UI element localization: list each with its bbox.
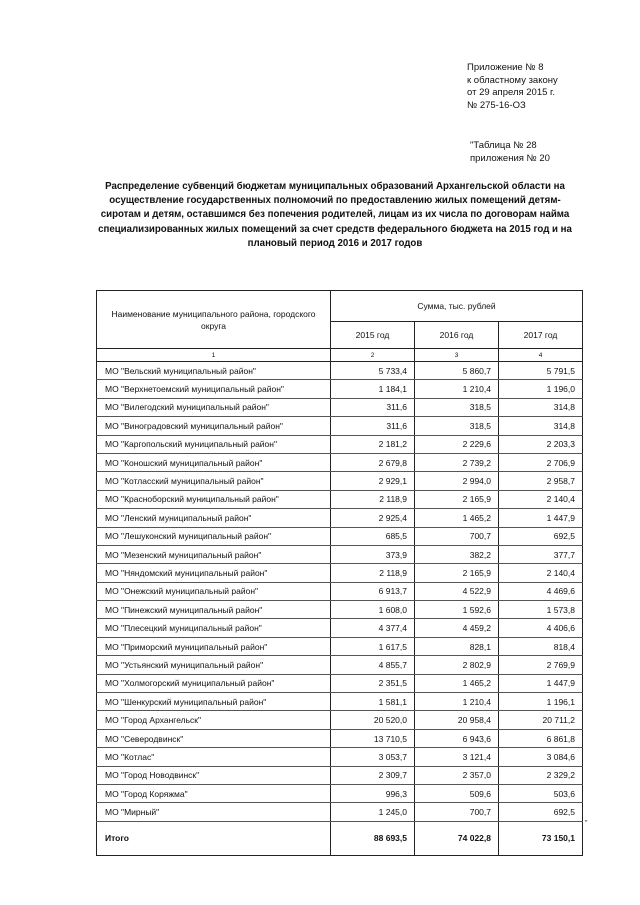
amount-cell: 1 196,1 bbox=[499, 693, 583, 711]
table-row bbox=[97, 674, 583, 692]
column-number: 3 bbox=[415, 349, 499, 362]
amount-cell: 20 711,2 bbox=[499, 711, 583, 729]
column-header-year: 2017 год bbox=[499, 322, 583, 349]
column-number: 1 bbox=[97, 349, 331, 362]
municipality-name: МО "Плесецкий муниципальный район" bbox=[97, 619, 331, 637]
amount-cell: 1 465,2 bbox=[415, 509, 499, 527]
table-row bbox=[97, 582, 583, 600]
table-row bbox=[97, 398, 583, 416]
municipality-name: МО "Мирный" bbox=[97, 803, 331, 821]
municipality-name: МО "Котлас" bbox=[97, 748, 331, 766]
table-row bbox=[97, 472, 583, 490]
table-row bbox=[97, 711, 583, 729]
amount-cell: 2 929,1 bbox=[331, 472, 415, 490]
municipality-name: МО "Город Архангельск" bbox=[97, 711, 331, 729]
amount-cell: 1 581,1 bbox=[331, 693, 415, 711]
table-row bbox=[97, 729, 583, 747]
appendix-line: № 275-16-ОЗ bbox=[467, 99, 526, 111]
amount-cell: 373,9 bbox=[331, 545, 415, 563]
table-row bbox=[97, 435, 583, 453]
amount-cell: 1 573,8 bbox=[499, 601, 583, 619]
table-row bbox=[97, 784, 583, 802]
table-row bbox=[97, 362, 583, 380]
municipality-name: МО "Онежский муниципальный район" bbox=[97, 582, 331, 600]
appendix-line: Приложение № 8 bbox=[467, 62, 544, 73]
amount-cell: 377,7 bbox=[499, 545, 583, 563]
municipality-name: МО "Устьянский муниципальный район" bbox=[97, 656, 331, 674]
amount-cell: 4 855,7 bbox=[331, 656, 415, 674]
amount-cell: 2 140,4 bbox=[499, 490, 583, 508]
table-row bbox=[97, 490, 583, 508]
amount-cell: 5 860,7 bbox=[415, 362, 499, 380]
municipality-name: МО "Шенкурский муниципальный район" bbox=[97, 693, 331, 711]
amount-cell: 2 140,4 bbox=[499, 564, 583, 582]
municipality-name: МО "Вельский муниципальный район" bbox=[97, 362, 331, 380]
amount-cell: 311,6 bbox=[331, 417, 415, 435]
amount-cell: 318,5 bbox=[415, 417, 499, 435]
amount-cell: 4 459,2 bbox=[415, 619, 499, 637]
amount-cell: 3 053,7 bbox=[331, 748, 415, 766]
amount-cell: 503,6 bbox=[499, 784, 583, 802]
amount-cell: 1 617,5 bbox=[331, 637, 415, 655]
amount-cell: 1 210,4 bbox=[415, 693, 499, 711]
amount-cell: 1 465,2 bbox=[415, 674, 499, 692]
amount-cell: 2 165,9 bbox=[415, 564, 499, 582]
column-header-sum: Сумма, тыс. рублей bbox=[331, 291, 583, 322]
amount-cell: 1 447,9 bbox=[499, 674, 583, 692]
amount-cell: 1 447,9 bbox=[499, 509, 583, 527]
amount-cell: 828,1 bbox=[415, 637, 499, 655]
amount-cell: 1 608,0 bbox=[331, 601, 415, 619]
amount-cell: 318,5 bbox=[415, 398, 499, 416]
amount-cell: 2 165,9 bbox=[415, 490, 499, 508]
municipality-name: МО "Лешуконский муниципальный район" bbox=[97, 527, 331, 545]
subsidy-table bbox=[96, 290, 583, 856]
table-row bbox=[97, 509, 583, 527]
closing-quote: " bbox=[585, 820, 588, 827]
table-row bbox=[97, 380, 583, 398]
appendix-line: к областному закону bbox=[467, 74, 558, 86]
table-row bbox=[97, 693, 583, 711]
column-number: 2 bbox=[331, 349, 415, 362]
amount-cell: 2 118,9 bbox=[331, 564, 415, 582]
amount-cell: 6 943,6 bbox=[415, 729, 499, 747]
table-row bbox=[97, 637, 583, 655]
amount-cell: 5 791,5 bbox=[499, 362, 583, 380]
amount-cell: 1 592,6 bbox=[415, 601, 499, 619]
table-row bbox=[97, 527, 583, 545]
amount-cell: 996,3 bbox=[331, 784, 415, 802]
amount-cell: 2 181,2 bbox=[331, 435, 415, 453]
table-row bbox=[97, 417, 583, 435]
amount-cell: 2 118,9 bbox=[331, 490, 415, 508]
amount-cell: 685,5 bbox=[331, 527, 415, 545]
amount-cell: 2 769,9 bbox=[499, 656, 583, 674]
amount-cell: 2 706,9 bbox=[499, 453, 583, 471]
amount-cell: 1 184,1 bbox=[331, 380, 415, 398]
amount-cell: 4 522,9 bbox=[415, 582, 499, 600]
amount-cell: 2 357,0 bbox=[415, 766, 499, 784]
amount-cell: 2 329,2 bbox=[499, 766, 583, 784]
total-value: 73 150,1 bbox=[499, 821, 583, 855]
municipality-name: МО "Холмогорский муниципальный район" bbox=[97, 674, 331, 692]
amount-cell: 311,6 bbox=[331, 398, 415, 416]
amount-cell: 5 733,4 bbox=[331, 362, 415, 380]
amount-cell: 314,8 bbox=[499, 417, 583, 435]
municipality-name: МО "Красноборский муниципальный район" bbox=[97, 490, 331, 508]
amount-cell: 20 958,4 bbox=[415, 711, 499, 729]
amount-cell: 700,7 bbox=[415, 527, 499, 545]
municipality-name: МО "Коношский муниципальный район" bbox=[97, 453, 331, 471]
table-row bbox=[97, 601, 583, 619]
total-value: 88 693,5 bbox=[331, 821, 415, 855]
municipality-name: МО "Северодвинск" bbox=[97, 729, 331, 747]
municipality-name: МО "Мезенский муниципальный район" bbox=[97, 545, 331, 563]
amount-cell: 2 802,9 bbox=[415, 656, 499, 674]
municipality-name: МО "Город Коряжма" bbox=[97, 784, 331, 802]
municipality-name: МО "Ленский муниципальный район" bbox=[97, 509, 331, 527]
amount-cell: 2 309,7 bbox=[331, 766, 415, 784]
table-note-line: приложения № 20 bbox=[470, 152, 550, 164]
municipality-name: МО "Приморский муниципальный район" bbox=[97, 637, 331, 655]
table-row bbox=[97, 656, 583, 674]
amount-cell: 4 469,6 bbox=[499, 582, 583, 600]
amount-cell: 3 084,6 bbox=[499, 748, 583, 766]
total-label: Итого bbox=[97, 821, 331, 855]
amount-cell: 1 210,4 bbox=[415, 380, 499, 398]
table-row bbox=[97, 545, 583, 563]
table-note-line: "Таблица № 28 bbox=[470, 140, 537, 151]
table-row bbox=[97, 803, 583, 821]
amount-cell: 818,4 bbox=[499, 637, 583, 655]
document-title: Распределение субвенций бюджетам муниципальных образований Архангельской области на осуществление государственных полномочий по предоставлению жилых помещений детям-сиротам и детям, оставшимся без попечения родителей, лицам из их числа по договорам найма специализированных жилых помещений за счет средств федерального бюджета на 2015 год и на плановый период 2016 и 2017 годов bbox=[98, 181, 572, 249]
table-row bbox=[97, 564, 583, 582]
amount-cell: 2 229,6 bbox=[415, 435, 499, 453]
column-header-year: 2016 год bbox=[415, 322, 499, 349]
table-row bbox=[97, 619, 583, 637]
table-row bbox=[97, 453, 583, 471]
column-header-year: 2015 год bbox=[331, 322, 415, 349]
municipality-name: МО "Пинежский муниципальный район" bbox=[97, 601, 331, 619]
table-reference bbox=[470, 140, 550, 165]
amount-cell: 4 406,6 bbox=[499, 619, 583, 637]
municipality-name: МО "Вилегодский муниципальный район" bbox=[97, 398, 331, 416]
amount-cell: 2 351,5 bbox=[331, 674, 415, 692]
total-value: 74 022,8 bbox=[415, 821, 499, 855]
amount-cell: 2 958,7 bbox=[499, 472, 583, 490]
amount-cell: 20 520,0 bbox=[331, 711, 415, 729]
amount-cell: 692,5 bbox=[499, 803, 583, 821]
amount-cell: 6 861,8 bbox=[499, 729, 583, 747]
amount-cell: 2 679,8 bbox=[331, 453, 415, 471]
amount-cell: 692,5 bbox=[499, 527, 583, 545]
municipality-name: МО "Виноградовский муниципальный район" bbox=[97, 417, 331, 435]
column-header-name: Наименование муниципального района, городского округа bbox=[97, 291, 331, 349]
table-body bbox=[97, 362, 583, 822]
total-row bbox=[97, 821, 583, 855]
appendix-line: от 29 апреля 2015 г. bbox=[467, 87, 555, 98]
amount-cell: 1 245,0 bbox=[331, 803, 415, 821]
column-number: 4 bbox=[499, 349, 583, 362]
table-row bbox=[97, 748, 583, 766]
municipality-name: МО "Город Новодвинск" bbox=[97, 766, 331, 784]
appendix-reference bbox=[467, 62, 558, 112]
amount-cell: 509,6 bbox=[415, 784, 499, 802]
amount-cell: 2 994,0 bbox=[415, 472, 499, 490]
amount-cell: 2 739,2 bbox=[415, 453, 499, 471]
amount-cell: 382,2 bbox=[415, 545, 499, 563]
amount-cell: 3 121,4 bbox=[415, 748, 499, 766]
amount-cell: 2 925,4 bbox=[331, 509, 415, 527]
municipality-name: МО "Котласский муниципальный район" bbox=[97, 472, 331, 490]
municipality-name: МО "Верхнетоемский муниципальный район" bbox=[97, 380, 331, 398]
amount-cell: 2 203,3 bbox=[499, 435, 583, 453]
municipality-name: МО "Няндомский муниципальный район" bbox=[97, 564, 331, 582]
amount-cell: 700,7 bbox=[415, 803, 499, 821]
amount-cell: 6 913,7 bbox=[331, 582, 415, 600]
amount-cell: 1 196,0 bbox=[499, 380, 583, 398]
table-row bbox=[97, 766, 583, 784]
amount-cell: 13 710,5 bbox=[331, 729, 415, 747]
municipality-name: МО "Каргопольский муниципальный район" bbox=[97, 435, 331, 453]
amount-cell: 4 377,4 bbox=[331, 619, 415, 637]
amount-cell: 314,8 bbox=[499, 398, 583, 416]
